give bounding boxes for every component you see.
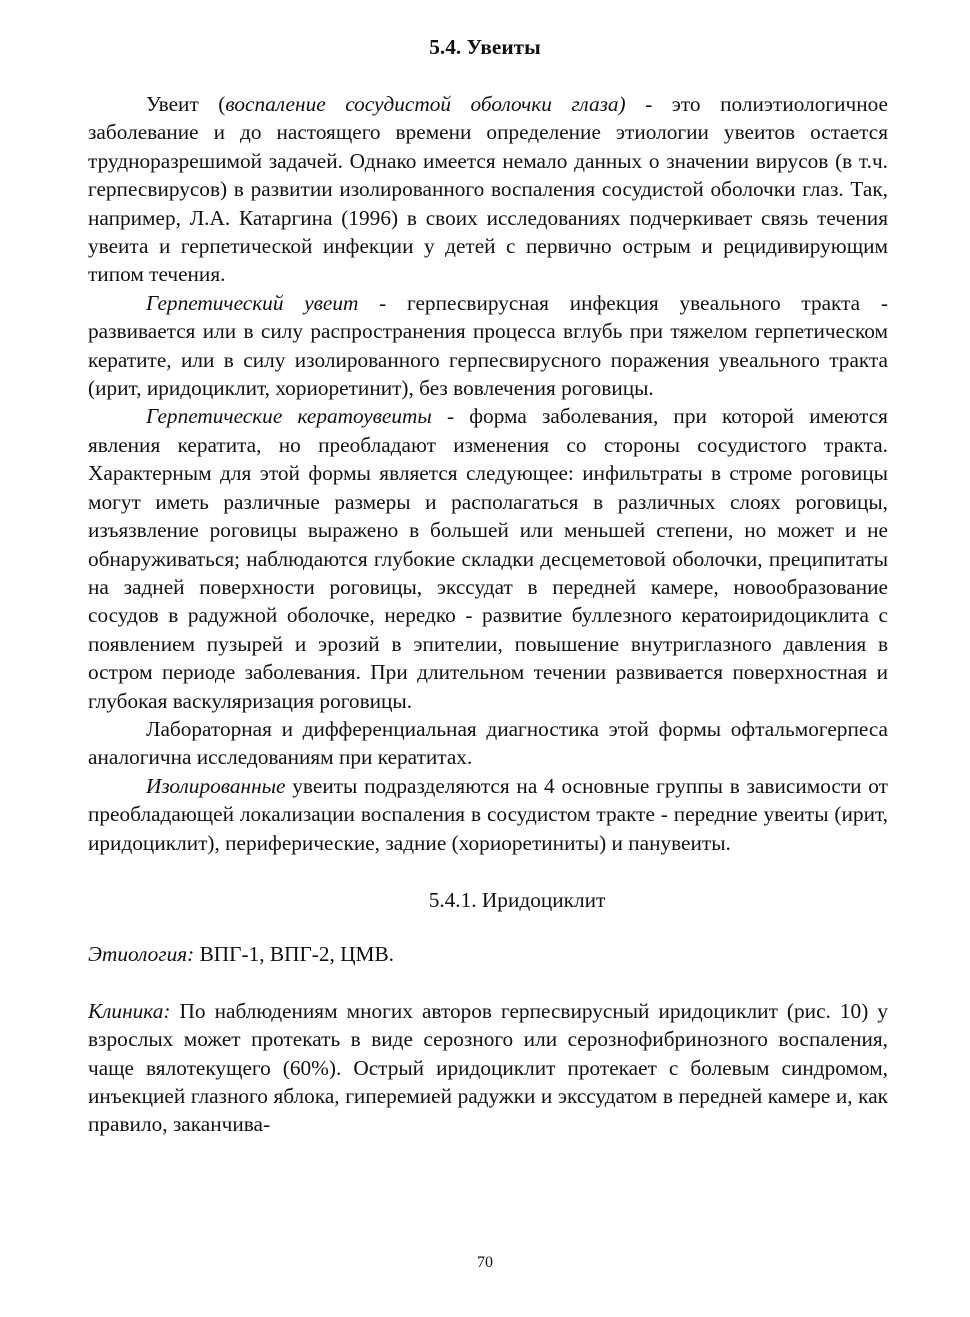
paragraph-italic-term: Герпетические кератоувеиты — [146, 404, 432, 429]
paragraph-lead: Увеит ( — [146, 92, 226, 116]
paragraph-clinic — [88, 997, 888, 1139]
section-heading: 5.4. Увеиты — [429, 35, 541, 59]
paragraph-italic-term: Герпетический увеит — [146, 290, 359, 315]
document-body — [88, 90, 888, 1139]
paragraph-text: - это полиэтиологичное заболевание и до настоящего времени определение этиологии увеитов остается трудноразрешимой задачей. Однако имеется немало данных о значении вирусов (в т.ч. герпесвирусов) в развитии изолированного воспаления сосудистой оболочки глаз. Так, например, Л.А. Катаргина (1996) в своих исследованиях подчеркивает связь течения увеита и герпетической инфекции у детей с первично острым и рецидивирующим типом течения. — [88, 92, 888, 287]
paragraph-text: - герпесвирусная инфекция увеального тракта - развивается или в силу распространения процесса вглубь при тяжелом герпетическом кератите, или в силу изолированного герпесвирусного поражения увеального тракта (ирит, иридоциклит, хориоретинит), без вовлечения роговицы. — [88, 290, 888, 401]
etiology-text: ВПГ-1, ВПГ-2, ЦМВ. — [194, 942, 394, 967]
subsection-heading: 5.4.1. Иридоциклит — [428, 887, 606, 912]
clinic-text: По наблюдениям многих авторов герпесвирусный иридоциклит (рис. 10) у взрослых может протекать в виде серозного или серознофибринозного воспаления, чаще вялотекущего (60%). Острый иридоциклит протекает с болевым синдромом, инъекцией глазного яблока, гиперемией радужки и экссудатом в передней камере и, как правило, заканчива- — [88, 998, 888, 1137]
paragraph-italic-term: воспаление сосудистой оболочки глаза) — [225, 92, 626, 116]
paragraph-italic-term: Изолированные — [146, 773, 286, 798]
paragraph-etiology — [88, 940, 888, 968]
paragraph-keratouveitis — [88, 402, 888, 714]
page-number: 70 — [477, 1254, 493, 1271]
clinic-label: Клиника: — [88, 998, 171, 1023]
paragraph-gap — [88, 969, 888, 997]
paragraph-isolated-uveitis — [88, 772, 888, 857]
paragraph-diagnostics: Лабораторная и дифференциальная диагностика этой формы офтальмогерпеса аналогична исследованиям при кератитах. — [88, 716, 888, 770]
paragraph-uveitis-definition — [88, 90, 888, 289]
paragraph-text: - форма заболевания, при которой имеются явления кератита, но преобладают изменения со стороны сосудистого тракта. Характерным для этой формы является следующее: инфильтраты в строме роговицы могут иметь различные размеры и располагаться в различных слоях роговицы, изъязвление роговицы выражено в большей или меньшей степени, но может и не обнаруживаться; наблюдаются глубокие складки десцеметовой оболочки, преципитаты на задней поверхности роговицы, экссудат в передней камере, новообразование сосудов в радужной оболочке, нередко - развитие буллезного кератоиридоциклита с появлением пузырей и эрозий в эпителии, повышение внутриглазного давления в остром периоде заболевания. При длительном течении развивается поверхностная и глубокая васкуляризация роговицы. — [88, 404, 888, 713]
paragraph-text: увеиты подразделяются на 4 основные группы в зависимости от преобладающей локализации воспаления в сосудистом тракте - передние увеиты (ирит, иридоциклит), периферические, задние (хориоретиниты) и панувеиты. — [88, 773, 888, 855]
etiology-label: Этиология: — [88, 942, 195, 967]
paragraph-herpetic-uveitis — [88, 289, 888, 403]
